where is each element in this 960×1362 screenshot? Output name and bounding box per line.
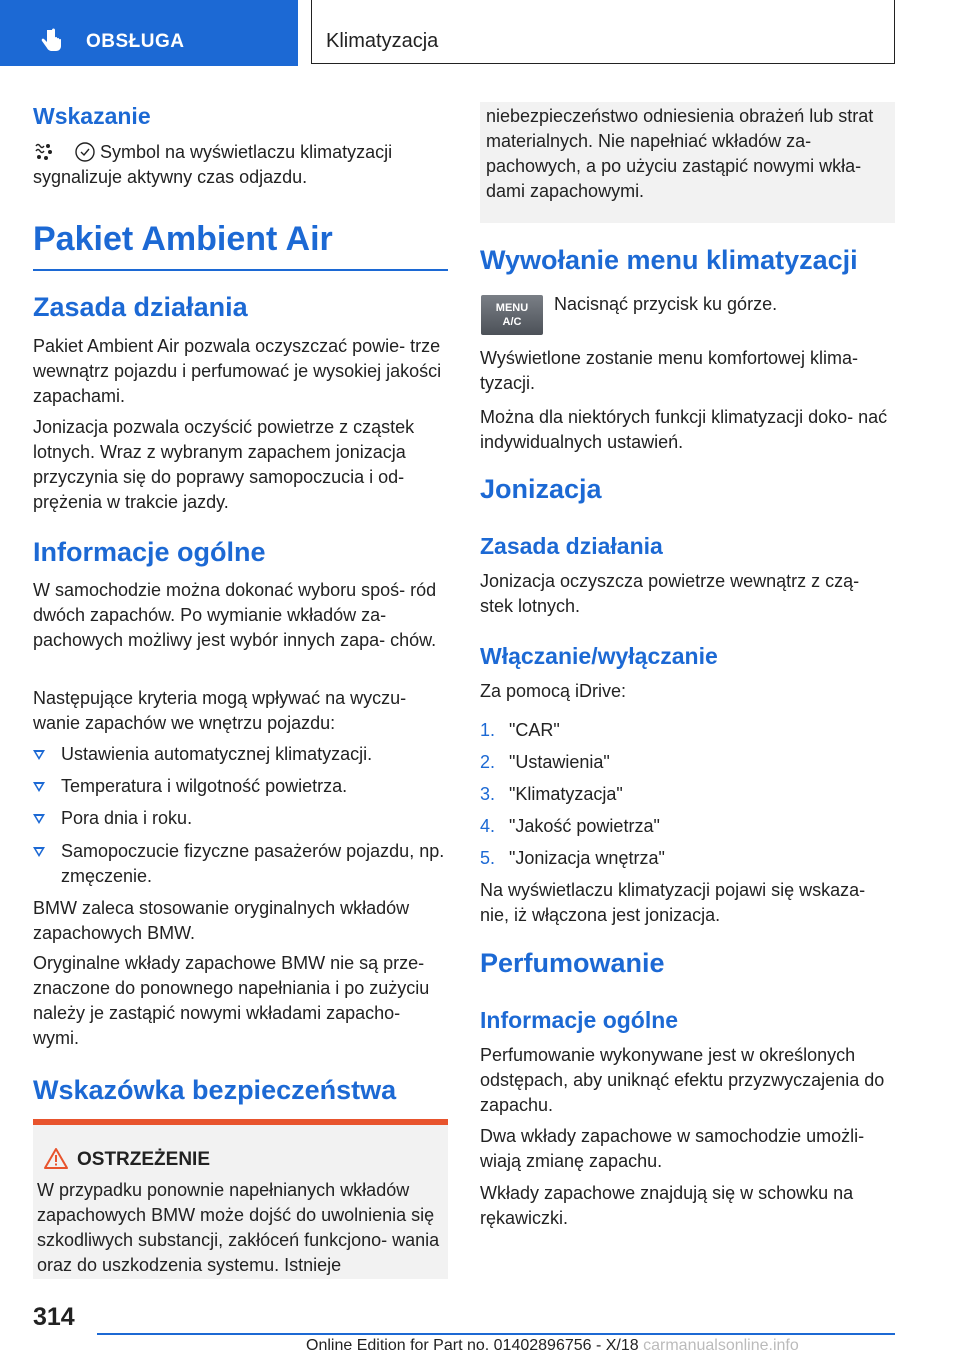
bullet-triangle-icon: [33, 750, 45, 760]
perf-paragraph-1: Perfumowanie wykonywane jest w określonych odstępach, aby uniknąć efektu przyzwyczajenia do zapachu.: [480, 1045, 885, 1115]
wlaczanie-paragraph-1: Za pomocą iDrive:: [480, 681, 627, 701]
step-number: 4.: [480, 816, 496, 836]
bullet-triangle-icon: [33, 847, 45, 857]
wywolanie-paragraph-3: Można dla niektórych funkcji klimatyzacji doko- nać indywidualnych ustawień.: [480, 407, 888, 452]
heading-underline: [33, 269, 448, 271]
heading-zasada-dzialania-2: Zasada działania: [480, 533, 663, 559]
watermark: carmanualsonline.info: [643, 1337, 799, 1354]
heading-wskazowka-bezpieczenstwa: Wskazówka bezpieczeństwa: [33, 1075, 397, 1105]
info-paragraph-1: W samochodzie można dokonać wyboru spoś- ród dwóch zapachów. Po wymianie wkładów za- pachowych możliwy jest wybór innych zapa- chów.: [33, 580, 437, 650]
ambient-air-icon: [33, 140, 53, 162]
step-number: 1.: [480, 720, 496, 740]
section-tab: [0, 0, 298, 66]
warning-box-continued: [480, 102, 895, 223]
chapter-header: [311, 0, 895, 64]
step-text: "Jakość powietrza": [509, 816, 660, 836]
heading-jonizacja: Jonizacja: [480, 474, 602, 504]
bullet-triangle-icon: [33, 782, 45, 792]
clock-icon: [74, 141, 96, 163]
wywolanie-paragraph-2: Wyświetlone zostanie menu komfortowej klima- tyzacji.: [480, 348, 858, 393]
info-paragraph-4: Oryginalne wkłady zapachowe BMW nie są prze- znaczone do ponownego napełniania i po zużyciu należy je zastąpić nowymi wkładami zapacho- wymi.: [33, 953, 430, 1048]
heading-informacje-ogolne: Informacje ogólne: [33, 537, 266, 567]
wskazanie-text-line2: sygnalizuje aktywny czas odjazdu.: [33, 167, 308, 187]
section-title: OBSŁUGA: [86, 31, 185, 52]
wskazanie-text-line1: Symbol na wyświetlaczu klimatyzacji: [100, 142, 393, 162]
zasada-paragraph-1: Pakiet Ambient Air pozwala oczyszczać powie- trze wewnątrz pojazdu i perfumować je wysokiej jakości zapachami.: [33, 336, 442, 406]
warning-title: OSTRZEŻENIE: [77, 1149, 211, 1170]
heading-pakiet-ambient-air: Pakiet Ambient Air: [33, 220, 333, 258]
step-number: 5.: [480, 848, 496, 868]
step-text: "CAR": [509, 720, 560, 740]
wlaczanie-paragraph-2: Na wyświetlaczu klimatyzacji pojawi się wskaza- nie, iż włączona jest jonizacja.: [480, 880, 866, 925]
warning-text: W przypadku ponownie napełnianych wkładów zapachowych BMW może dojść do uwolnienia się szkodliwych substancji, zakłóceń funkcjono- wania oraz do uszkodzenia systemu. Istnieje: [37, 1180, 440, 1275]
perf-paragraph-3: Wkłady zapachowe znajdują się w schowku na rękawiczki.: [480, 1183, 854, 1228]
step-text: "Klimatyzacja": [509, 784, 623, 804]
wywolanie-paragraph-1: Nacisnąć przycisk ku górze.: [554, 294, 778, 314]
warning-bar: [33, 1119, 448, 1125]
perf-paragraph-2: Dwa wkłady zapachowe w samochodzie umożli- wiają zmianę zapachu.: [480, 1126, 865, 1171]
warning-text-continued: niebezpieczeństwo odniesienia obrażeń lub strat materialnych. Nie napełniać wkładów za- pachowych, a po użyciu zastąpić nowymi wkła- dami zapachowymi.: [486, 106, 874, 201]
menu-ac-button-image: MENU A/C: [481, 295, 543, 335]
heading-informacje-ogolne-2: Informacje ogólne: [480, 1007, 679, 1033]
info-paragraph-2: Następujące kryteria mogą wpływać na wyczu- wanie zapachów we wnętrzu pojazdu:: [33, 688, 407, 733]
zasada-paragraph-2: Jonizacja pozwala oczyścić powietrze z cząstek lotnych. Wraz z wybranym zapachem jonizacja przyczynia się do poprawy samopoczucia i od- prężenia w trakcie jazdy.: [33, 417, 415, 512]
hand-pointer-icon: [38, 27, 64, 53]
footer: [306, 1337, 799, 1355]
jonizacja-paragraph-1: Jonizacja oczyszcza powietrze wewnątrz z czą- stek lotnych.: [480, 571, 860, 616]
step-number: 3.: [480, 784, 496, 804]
warning-triangle-icon: [43, 1147, 69, 1170]
edition-text: Online Edition for Part no. 01402896756 - X/18: [306, 1337, 639, 1354]
heading-perfumowanie: Perfumowanie: [480, 948, 665, 978]
page-number: 314: [33, 1303, 75, 1331]
footer-rule: [97, 1333, 895, 1335]
chapter-title: Klimatyzacja: [326, 30, 439, 52]
step-text: "Jonizacja wnętrza": [509, 848, 665, 868]
step-number: 2.: [480, 752, 496, 772]
warning-box: [33, 1119, 448, 1279]
heading-zasada-dzialania: Zasada działania: [33, 292, 248, 322]
heading-wlaczanie-wylaczanie: Włączanie/wyłączanie: [480, 643, 718, 669]
step-text: "Ustawienia": [509, 752, 610, 772]
heading-wskazanie: Wskazanie: [33, 103, 151, 129]
info-paragraph-3: BMW zaleca stosowanie oryginalnych wkładów zapachowych BMW.: [33, 898, 410, 943]
bullet-triangle-icon: [33, 814, 45, 824]
heading-wywolanie-menu: Wywołanie menu klimatyzacji: [480, 245, 858, 275]
